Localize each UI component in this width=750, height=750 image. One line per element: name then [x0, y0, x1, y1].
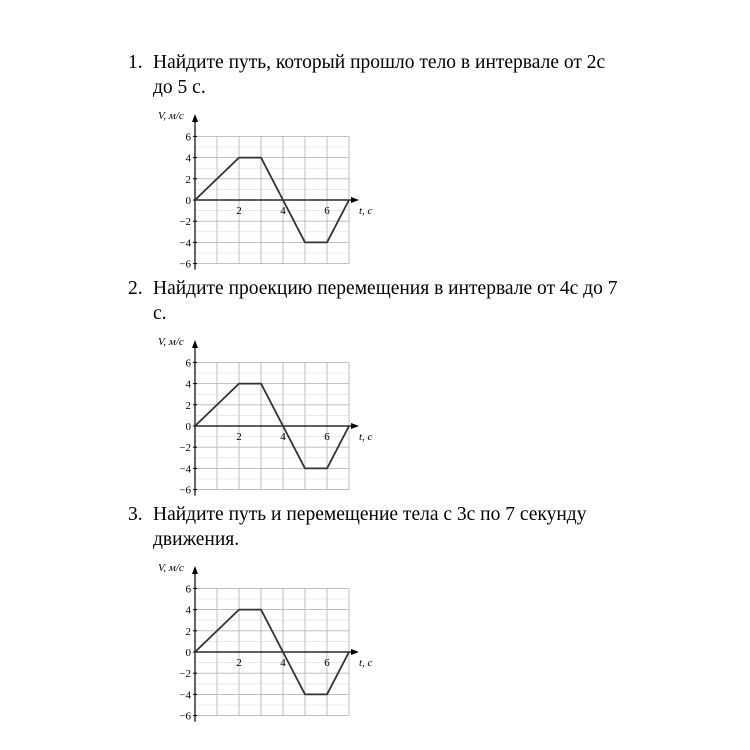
task-text-line1: Найдите путь, который прошло тело в интервале от 2с — [153, 52, 606, 73]
x-axis-arrow — [351, 649, 359, 655]
x-tick-label: 6 — [324, 431, 330, 443]
velocity-chart-1 — [148, 106, 388, 276]
y-tick-label: −4 — [179, 237, 191, 250]
y-tick-label: −4 — [179, 689, 191, 702]
x-axis-label: t, c — [359, 657, 373, 669]
task-2 — [128, 276, 698, 326]
x-tick-label: 2 — [236, 657, 242, 669]
velocity-chart-3 — [148, 558, 388, 728]
velocity-chart-2 — [148, 332, 388, 502]
x-tick-label: 4 — [280, 205, 286, 217]
y-tick-label: 2 — [185, 399, 191, 412]
y-axis-label: V, м/с — [158, 110, 184, 122]
y-tick-label: 0 — [185, 421, 191, 433]
y-tick-label: 6 — [185, 131, 191, 144]
y-tick-label: 0 — [185, 647, 191, 659]
x-tick-label: 2 — [236, 431, 242, 443]
x-tick-label: 4 — [280, 431, 286, 443]
chart-svg — [148, 106, 388, 276]
task-text-line2: с. — [153, 303, 167, 324]
y-axis-arrow — [192, 566, 198, 574]
x-tick-label: 4 — [280, 657, 286, 669]
task-text-line2: до 5 с. — [153, 77, 206, 98]
x-axis-label: t, c — [359, 431, 373, 443]
y-axis-label: V, м/с — [158, 336, 184, 348]
chart-svg — [148, 332, 388, 502]
y-tick-label: 2 — [185, 625, 191, 638]
y-axis-arrow — [192, 340, 198, 348]
y-tick-label: −2 — [179, 216, 191, 229]
y-axis-arrow — [192, 114, 198, 122]
y-tick-label: 6 — [185, 583, 191, 596]
x-axis-arrow — [351, 197, 359, 203]
task-number: 2. — [128, 278, 143, 299]
y-tick-label: −6 — [179, 258, 191, 271]
y-axis-label: V, м/с — [158, 562, 184, 574]
task-1 — [128, 50, 698, 100]
y-tick-label: 0 — [185, 195, 191, 207]
y-tick-label: −6 — [179, 484, 191, 497]
y-tick-label: 4 — [185, 152, 191, 165]
y-tick-label: 6 — [185, 357, 191, 370]
task-text-line2: движения. — [153, 529, 240, 550]
y-tick-label: 4 — [185, 604, 191, 617]
y-tick-label: −2 — [179, 442, 191, 455]
task-number: 3. — [128, 504, 143, 525]
y-tick-label: −6 — [179, 710, 191, 723]
x-tick-label: 2 — [236, 205, 242, 217]
task-text-line1: Найдите проекцию перемещения в интервале от 4с до 7 — [153, 278, 618, 299]
task-text-line1: Найдите путь и перемещение тела с 3с по 7 секунду — [153, 504, 587, 525]
task-3 — [128, 502, 698, 552]
x-tick-label: 6 — [324, 657, 330, 669]
chart-svg — [148, 558, 388, 728]
y-tick-label: −4 — [179, 463, 191, 476]
task-number: 1. — [128, 52, 143, 73]
y-tick-label: 2 — [185, 173, 191, 186]
y-tick-label: −2 — [179, 668, 191, 681]
x-axis-label: t, c — [359, 205, 373, 217]
x-axis-arrow — [351, 423, 359, 429]
x-tick-label: 6 — [324, 205, 330, 217]
y-tick-label: 4 — [185, 378, 191, 391]
